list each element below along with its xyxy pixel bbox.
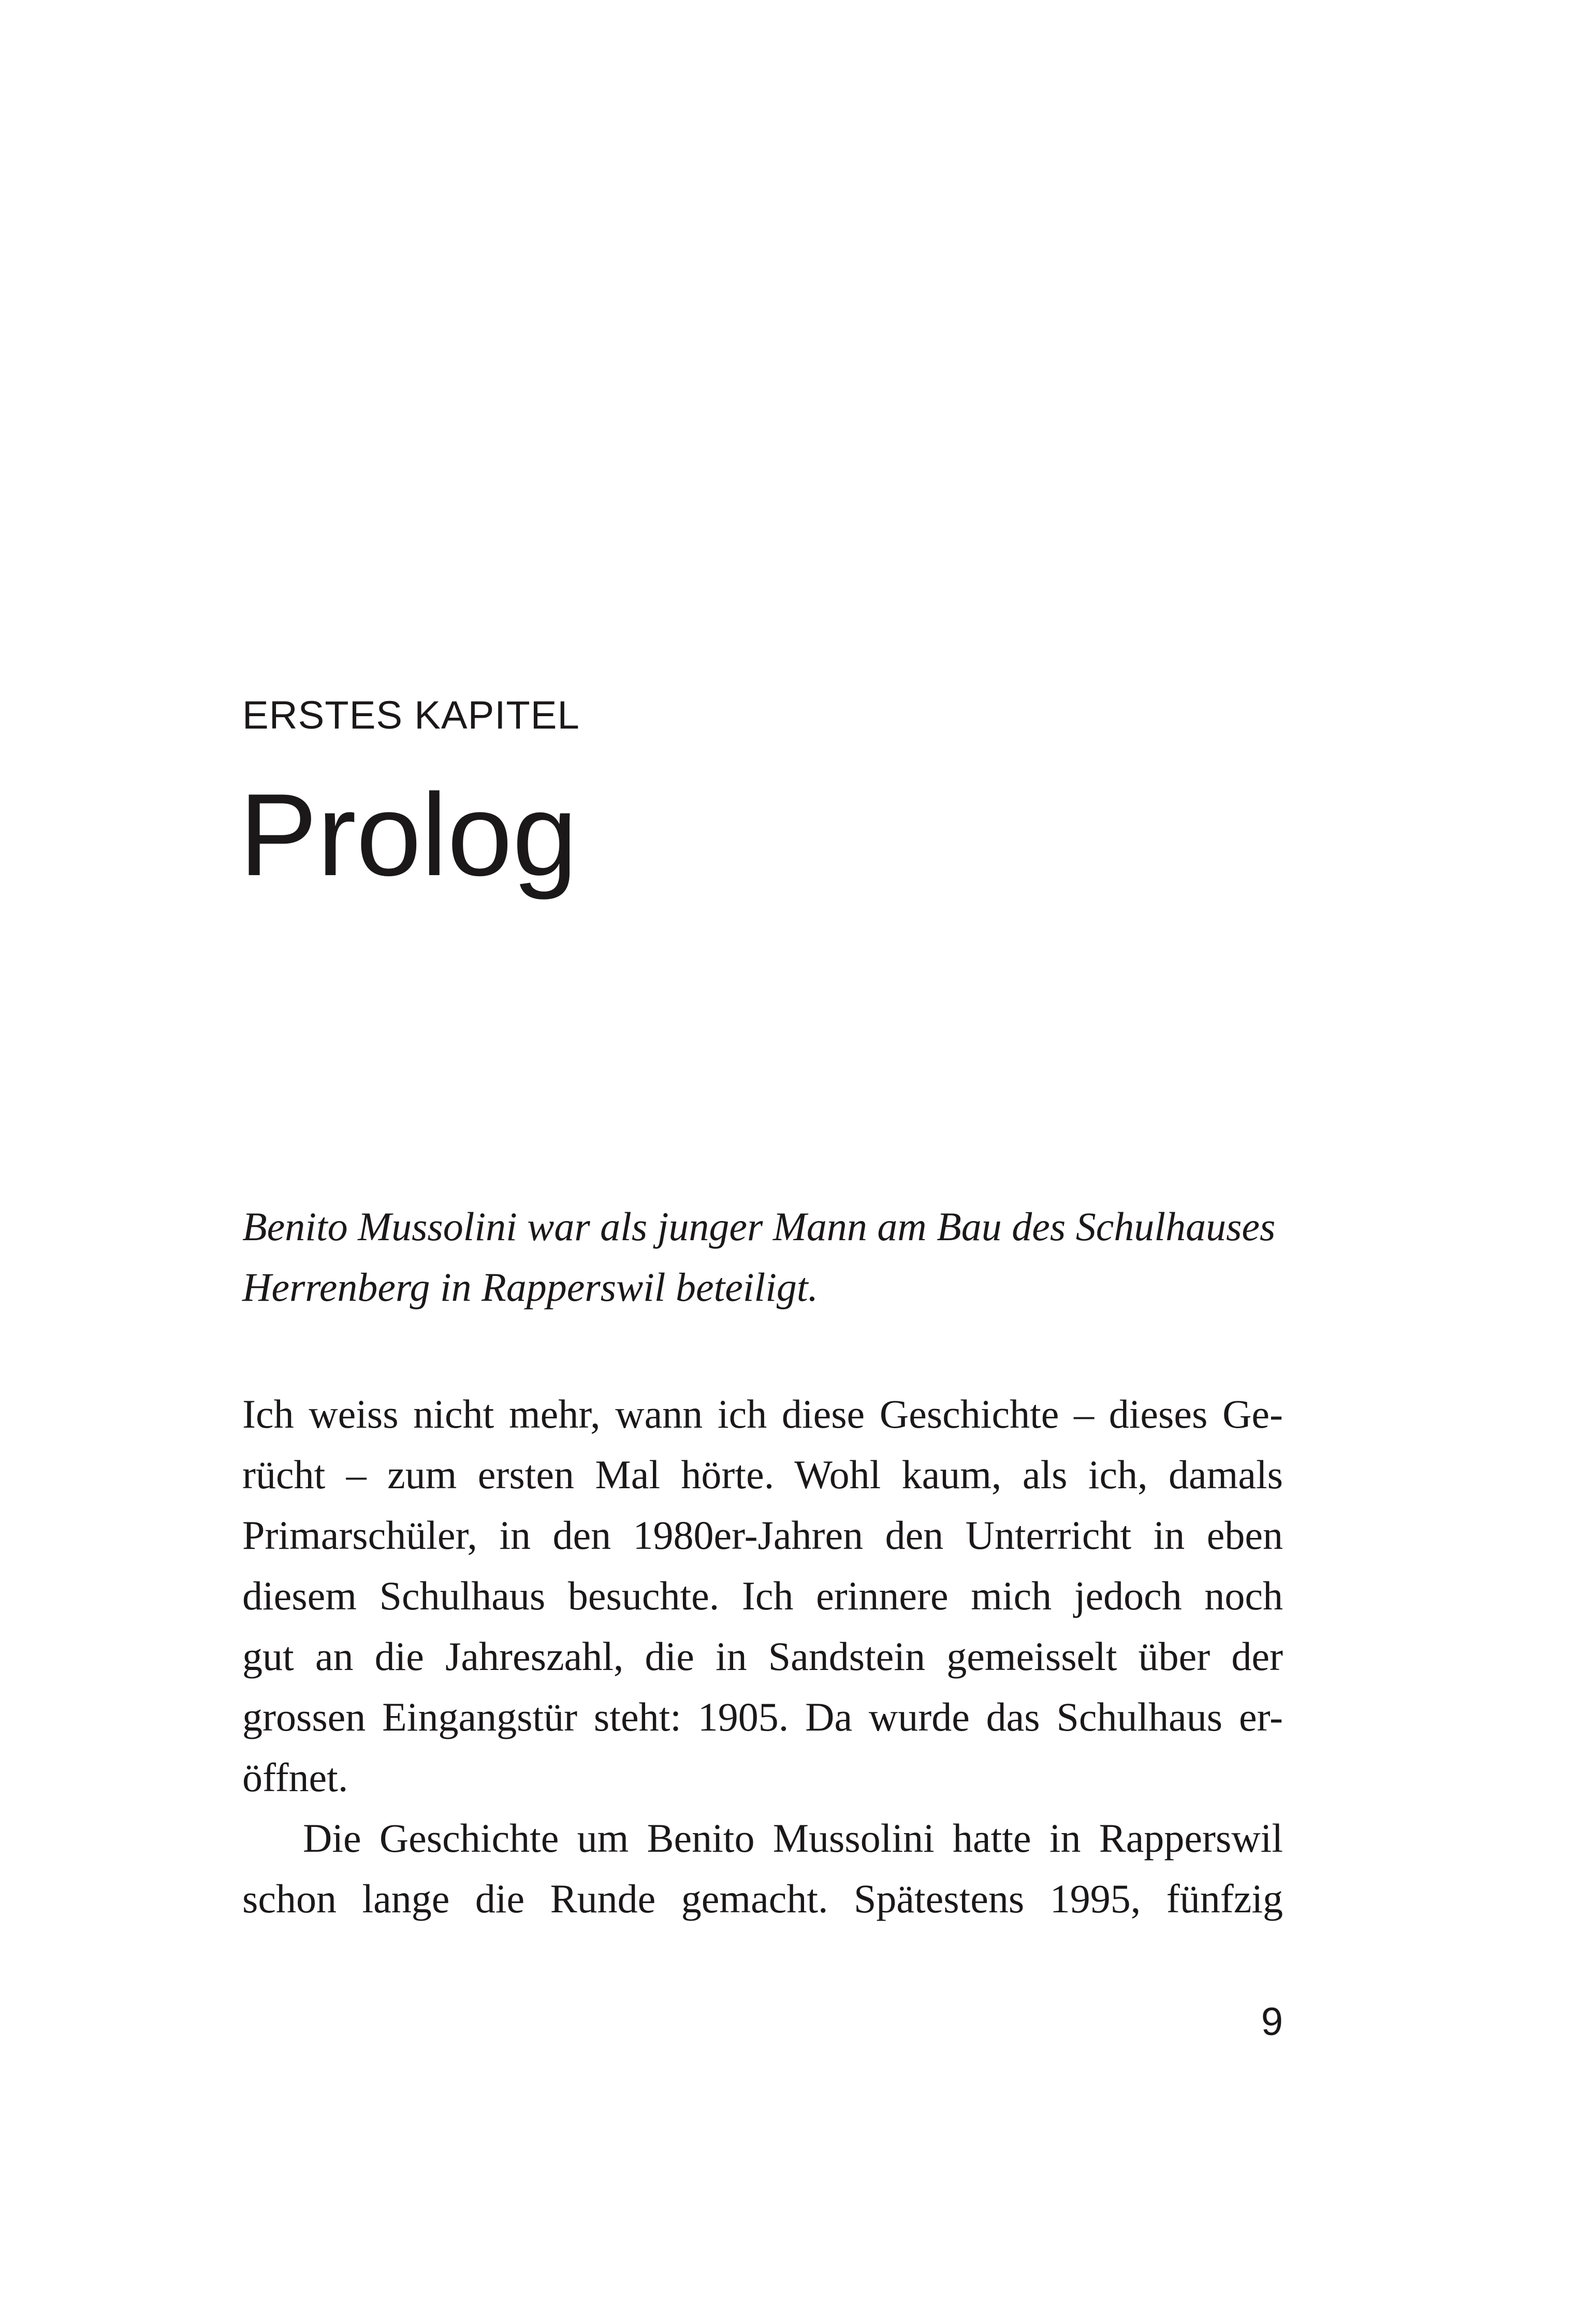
- body-line: öffnet.: [242, 1755, 348, 1800]
- body-text: [242, 1384, 1283, 1929]
- epigraph-line: Herrenberg in Rapperswil beteiligt.: [242, 1265, 819, 1310]
- chapter-label: ERSTES KAPITEL: [242, 693, 580, 737]
- body-line: rücht – zum ersten Mal hörte. Wohl kaum, als ich, damals: [242, 1452, 1283, 1497]
- body-line: gut an die Jahreszahl, die in Sandstein gemeisselt über der: [242, 1634, 1283, 1679]
- epigraph: [242, 1196, 1283, 1317]
- page-number: 9: [1261, 2000, 1283, 2044]
- body-line: schon lange die Runde gemacht. Spätestens 1995, fünfzig: [242, 1876, 1283, 1921]
- body-line: Ich weiss nicht mehr, wann ich diese Geschichte – dieses Ge-: [242, 1391, 1283, 1436]
- body-line: Primarschüler, in den 1980er-Jahren den Unterricht in eben: [242, 1513, 1283, 1558]
- epigraph-line: Benito Mussolini war als junger Mann am Bau des Schulhauses: [242, 1204, 1276, 1249]
- body-line: Die Geschichte um Benito Mussolini hatte in Rapperswil: [303, 1815, 1283, 1861]
- body-line: diesem Schulhaus besuchte. Ich erinnere mich jedoch noch: [242, 1573, 1283, 1618]
- chapter-title: Prolog: [239, 769, 578, 900]
- body-line: grossen Eingangstür steht: 1905. Da wurde das Schulhaus er-: [242, 1694, 1283, 1739]
